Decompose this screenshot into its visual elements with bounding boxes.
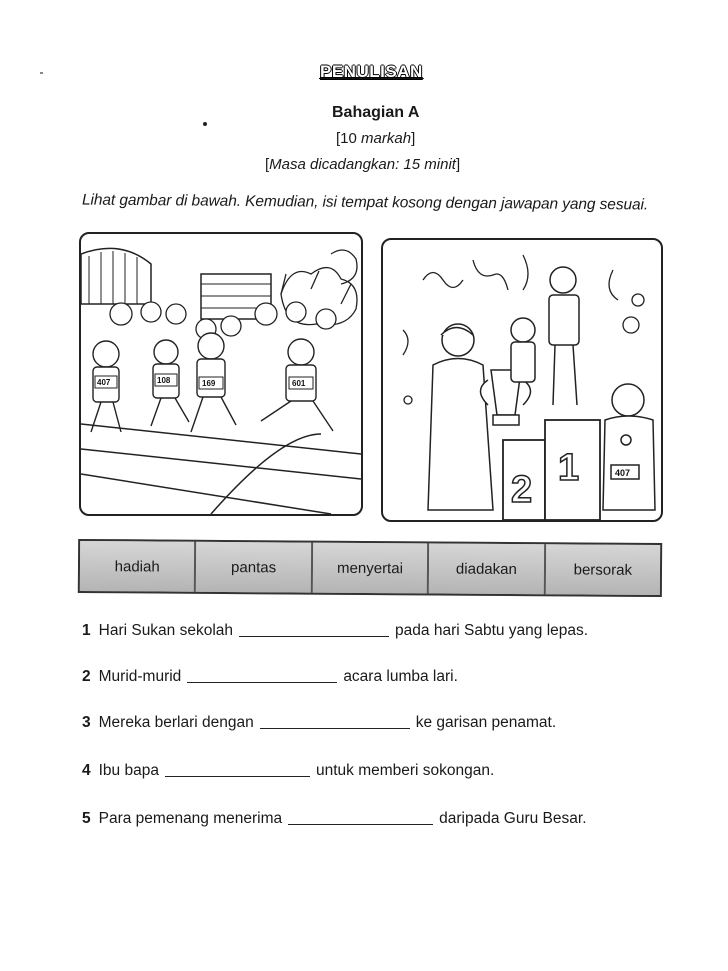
question-text-before: Hari Sukan sekolah — [98, 622, 234, 639]
word-bank-item: pantas — [196, 542, 313, 593]
word-bank — [78, 539, 662, 597]
question-number: 2 — [82, 668, 91, 685]
suggested-time-label: [Masa dicadangkan: 15 minit] — [265, 156, 461, 173]
answer-blank[interactable] — [260, 727, 410, 729]
word-bank-item: menyertai — [313, 543, 430, 594]
question-number: 3 — [82, 714, 91, 731]
question-number: 5 — [82, 810, 91, 827]
question-text-before: Ibu bapa — [98, 762, 159, 779]
answer-blank[interactable] — [239, 635, 389, 637]
question-2 — [82, 668, 458, 686]
question-text-after: pada hari Sabtu yang lepas. — [395, 622, 589, 639]
answer-blank[interactable] — [187, 681, 337, 683]
prize-giving-illustration — [381, 238, 663, 522]
question-text-after: daripada Guru Besar. — [439, 810, 587, 827]
word-bank-item: bersorak — [545, 544, 660, 595]
race-drawing — [81, 234, 361, 514]
bib-number: 407 — [615, 468, 631, 478]
instruction-text: Lihat gambar di bawah. Kemudian, isi tempat kosong dengan jawapan yang sesuai. — [82, 191, 649, 214]
bib-number: 169 — [202, 379, 216, 388]
question-text-after: ke garisan penamat. — [415, 714, 557, 731]
prize-drawing — [383, 240, 661, 520]
question-1 — [82, 622, 588, 640]
marks-label: [10 markah] — [336, 130, 416, 147]
page-title: PENULISAN — [320, 62, 423, 81]
scan-speck — [40, 72, 43, 74]
question-number: 4 — [82, 762, 91, 779]
race-illustration — [79, 232, 363, 516]
bib-number: 601 — [292, 379, 306, 388]
answer-blank[interactable] — [165, 775, 310, 777]
question-text-before: Para pemenang menerima — [98, 810, 283, 827]
podium-second-number: 2 — [511, 469, 533, 511]
question-text-before: Murid-murid — [98, 668, 182, 685]
question-text-after: untuk memberi sokongan. — [315, 762, 495, 779]
answer-blank[interactable] — [288, 823, 433, 825]
word-bank-item: hadiah — [80, 541, 197, 592]
question-4 — [82, 762, 494, 780]
question-3 — [82, 714, 556, 732]
bib-number: 108 — [157, 376, 171, 385]
question-5 — [82, 810, 587, 828]
podium-first-number: 1 — [558, 447, 580, 489]
question-text-after: acara lumba lari. — [343, 668, 458, 685]
section-heading: Bahagian A — [332, 104, 420, 121]
bullet-dot — [203, 122, 207, 126]
question-text-before: Mereka berlari dengan — [98, 714, 254, 731]
question-number: 1 — [82, 622, 91, 639]
word-bank-item: diadakan — [429, 543, 546, 594]
bib-number: 407 — [97, 378, 111, 387]
